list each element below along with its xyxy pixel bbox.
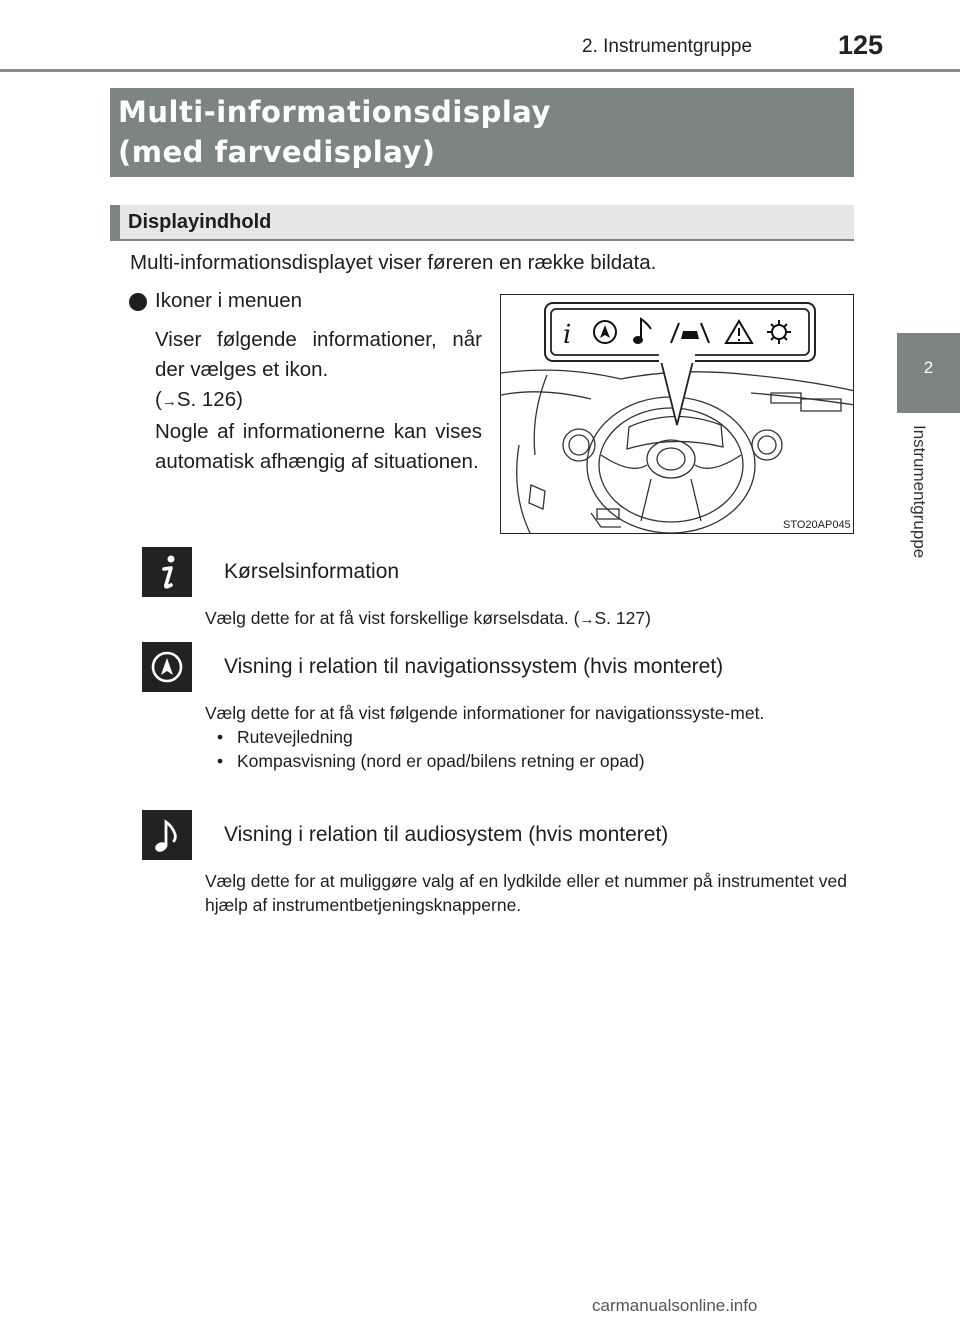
item-title-driving-info: Kørselsinformation xyxy=(224,560,400,583)
section-title-line-2: (med farvedisplay) xyxy=(118,135,436,169)
info-icon xyxy=(142,547,192,597)
dashboard-drawing xyxy=(501,295,854,534)
item-title-audio: Visning i relation til audiosystem (hvis monteret) xyxy=(224,823,669,846)
watermark: carmanualsonline.info xyxy=(592,1296,758,1315)
svg-text:i: i xyxy=(563,320,572,350)
subsection-accent-bar xyxy=(110,205,120,241)
ref-arrow-icon: → xyxy=(161,393,177,410)
chapter-side-label-text: Instrumentgruppe xyxy=(910,425,929,559)
dashboard-illustration xyxy=(500,294,854,534)
music-note-icon xyxy=(142,810,192,860)
list-item: • Rutevejledning xyxy=(213,725,847,749)
item-desc-navigation xyxy=(205,701,847,773)
intro-paragraph: Multi-informationsdisplayet viser føreren en række bildata. xyxy=(130,251,657,274)
chapter-side-label xyxy=(905,425,929,585)
navigation-icon xyxy=(142,642,192,692)
section-title-line-1: Multi-informationsdisplay xyxy=(118,95,551,129)
chapter-tab-number: 2 xyxy=(923,358,934,377)
info-icon-glyph xyxy=(142,547,192,597)
bullet-body xyxy=(155,325,482,477)
list-item: • Kompasvisning (nord er opad/bilens retning er opad) xyxy=(213,749,847,773)
bullet-line-1: Viser følgende informationer, når der vælges et ikon. xyxy=(155,328,482,381)
item-desc-text: Vælg dette for at få vist følgende informationer for navigationssyste-met. xyxy=(205,703,765,723)
item-desc-text: Vælg dette for at få vist forskellige kørselsdata. ( xyxy=(205,608,580,628)
subsection-title: Displayindhold xyxy=(128,211,272,233)
header-divider xyxy=(0,69,960,72)
item-desc-audio: Vælg dette for at muliggøre valg af en lydkilde eller et nummer på instrumentet ved hjælp af instrumentbetjeningsknapperne. xyxy=(205,871,847,915)
item-desc-driving-info xyxy=(205,606,847,632)
chapter-title: 2. Instrumentgruppe xyxy=(582,36,753,57)
ref-arrow-icon: → xyxy=(579,611,595,628)
bullet-icon xyxy=(129,293,147,311)
navigation-info-list xyxy=(205,725,847,773)
ref-page-link[interactable]: S. 126) xyxy=(176,388,243,411)
music-note-icon-glyph xyxy=(142,810,192,860)
ref-page-link[interactable]: S. 127) xyxy=(594,608,651,628)
page-number: 125 xyxy=(838,30,884,60)
bullet-line-2: Nogle af informationerne kan vises automatisk afhængig af situationen. xyxy=(155,420,482,473)
figure-code: STO20AP045 xyxy=(783,519,851,531)
bullet-reference xyxy=(155,385,482,417)
ref-open-paren: ( xyxy=(155,388,162,411)
navigation-icon-glyph xyxy=(142,642,192,692)
item-title-navigation: Visning i relation til navigationssystem (hvis monteret) xyxy=(224,655,724,678)
section-title xyxy=(118,92,848,172)
bullet-title: Ikoner i menuen xyxy=(155,289,303,312)
